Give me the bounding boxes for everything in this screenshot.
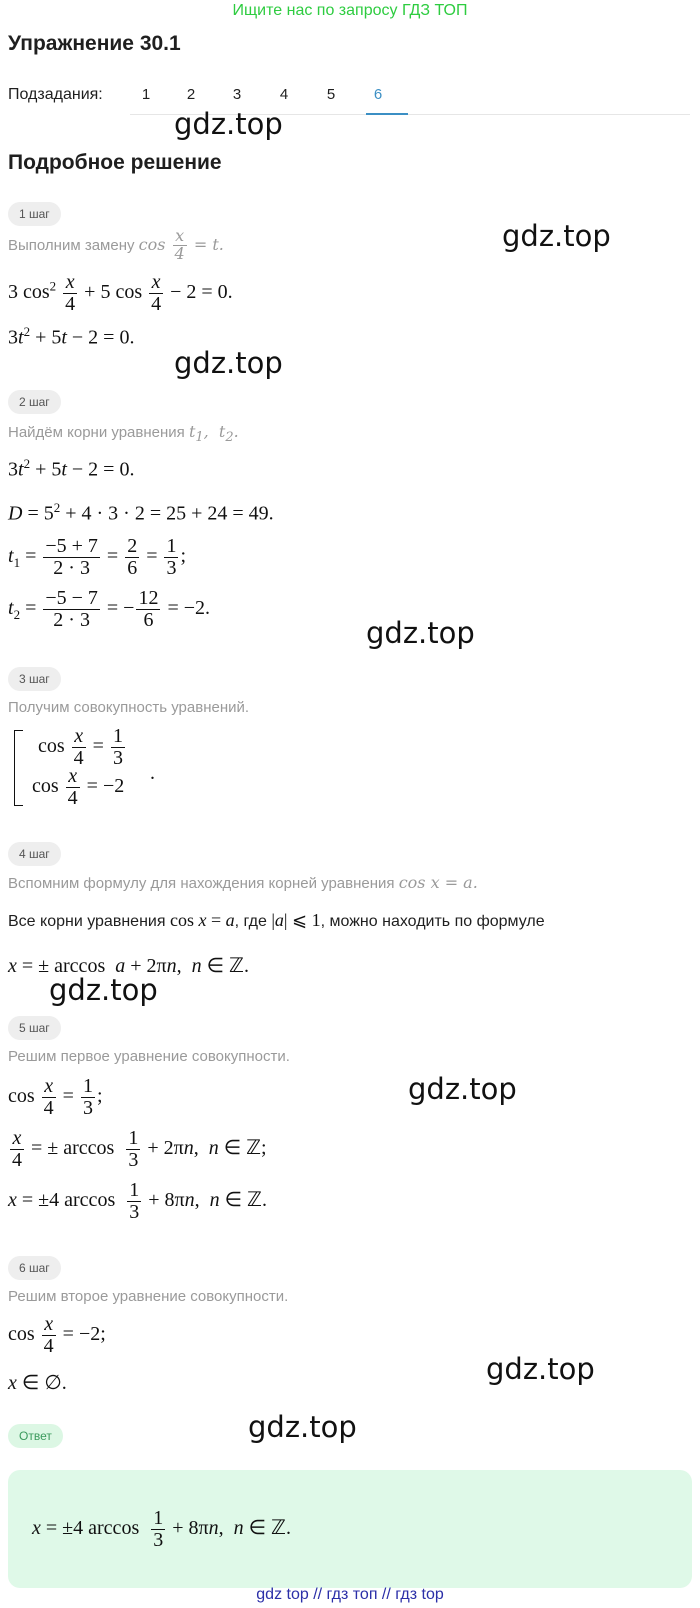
- cos-equation: cos x = a.: [398, 873, 478, 892]
- footer-links[interactable]: gdz top // гдз топ // гдз top: [256, 1586, 444, 1603]
- substitution-formula: cos $\frac{x}{4}$ = t.: [138, 226, 224, 263]
- equation-quadratic: $3t^2 + 5t - 2 = 0$.: [8, 456, 135, 481]
- tab-subtask-2[interactable]: 2: [186, 86, 196, 103]
- answer-badge: Ответ: [8, 1424, 63, 1448]
- first-equation-solution: x = ±4 arccos $\frac{1}{3}$ + 8πn, n ∈ ℤ.: [8, 1179, 267, 1223]
- system-equation-1: cos $\frac{x}{4}$ = $\frac{1}{3}$: [38, 725, 123, 769]
- equation-substituted: $3t^2 + 5t - 2 = 0$.: [8, 324, 135, 349]
- first-equation-step: $\frac{x}{4}$ = ± arccos $\frac{1}{3}$ + 2πn, n ∈ ℤ;: [12, 1127, 267, 1171]
- step-hint: Решим первое уравнение совокупности.: [8, 1048, 290, 1065]
- step-hint: Получим совокупность уравнений.: [8, 699, 250, 716]
- second-equation: cos $\frac{x}{4}$ = −2;: [8, 1313, 106, 1357]
- root-t1: $t_1$ = $\frac{-5 + 7}{2 \cdot 3}$ = $\frac{2}{6}$ = $\frac{1}{3}$ ;: [8, 535, 187, 579]
- formula-statement: [8, 910, 545, 931]
- step-hint-text: Найдём корни уравнения: [8, 424, 185, 441]
- step-badge: 3 шаг: [8, 667, 61, 691]
- cos-equation-inline: cos x = a: [169, 910, 235, 930]
- subtasks-label: Подзадания:: [8, 86, 103, 103]
- step-badge: 6 шаг: [8, 1256, 61, 1280]
- tab-subtask-5[interactable]: 5: [326, 86, 336, 103]
- watermark: gdz.top: [49, 973, 158, 1007]
- formula-text-b: , где: [234, 913, 267, 930]
- first-equation: cos $\frac{x}{4}$ = $\frac{1}{3}$ ;: [8, 1075, 103, 1119]
- discriminant: $D = 5^2 + 4 \cdot 3 \cdot 2 = 25 + 24 = 49$.: [8, 500, 274, 525]
- formula-text-c: , можно находить по формуле: [320, 913, 545, 930]
- watermark: gdz.top: [174, 107, 283, 141]
- step-hint: [8, 228, 224, 263]
- general-formula: x = ± arccos a + 2πn, n ∈ ℤ.: [8, 955, 249, 977]
- system-period: .: [150, 762, 155, 784]
- tab-subtask-6[interactable]: 6: [373, 86, 383, 103]
- tab-subtask-1[interactable]: 1: [141, 86, 151, 103]
- step-hint: [8, 422, 239, 445]
- watermark: gdz.top: [248, 1410, 357, 1444]
- formula-text-a: Все корни уравнения: [8, 913, 166, 930]
- roots-notation: $t_1$, $t_2$.: [188, 422, 239, 446]
- watermark: gdz.top: [486, 1352, 595, 1386]
- second-equation-solution: x ∈ ∅.: [8, 1372, 67, 1394]
- step-hint: Решим второе уравнение совокупности.: [8, 1288, 289, 1305]
- step-badge: 2 шаг: [8, 390, 61, 414]
- step-badge: 1 шаг: [8, 202, 61, 226]
- step-hint-text: Вспомним формулу для нахождения корней уравнения: [8, 875, 395, 892]
- promo-banner[interactable]: Ищите нас по запросу ГДЗ ТОП: [232, 2, 468, 19]
- tab-subtask-3[interactable]: 3: [232, 86, 242, 103]
- system-bracket: [14, 730, 23, 806]
- condition: |a| ⩽ 1: [271, 910, 321, 930]
- watermark: gdz.top: [502, 219, 611, 253]
- equation-original: 3 $\cos^2$ $\frac{x}{4}$ + 5 cos $\frac{x}{4}$ − 2 = 0.: [8, 271, 233, 315]
- step-badge: 5 шаг: [8, 1016, 61, 1040]
- section-title: Подробное решение: [8, 151, 222, 174]
- active-tab-indicator: [366, 113, 408, 115]
- root-t2: $t_2$ = $\frac{-5 - 7}{2 \cdot 3}$ = − $\frac{12}{6}$ = −2.: [8, 587, 211, 631]
- tab-subtask-4[interactable]: 4: [279, 86, 289, 103]
- step-hint: [8, 873, 478, 892]
- page-title: Упражнение 30.1: [8, 32, 181, 55]
- step-badge: 4 шаг: [8, 842, 61, 866]
- watermark: gdz.top: [366, 616, 475, 650]
- watermark: gdz.top: [408, 1072, 517, 1106]
- system-equation-2: cos $\frac{x}{4}$ = −2: [32, 765, 125, 809]
- answer-formula: x = ±4 arccos $\frac{1}{3}$ + 8πn, n ∈ ℤ.: [32, 1507, 291, 1551]
- watermark: gdz.top: [174, 346, 283, 380]
- step-hint-text: Выполним замену: [8, 236, 135, 254]
